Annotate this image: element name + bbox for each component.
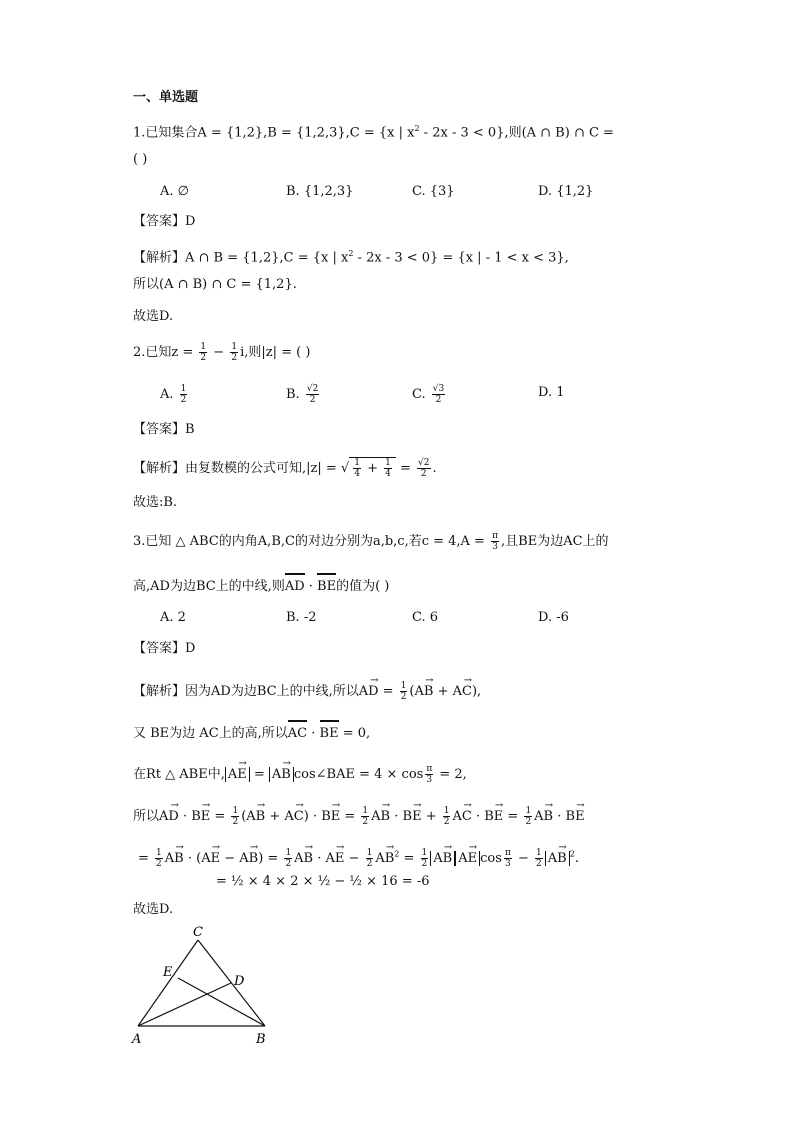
q1-analysis (133, 245, 569, 267)
side-ac (138, 940, 198, 1026)
q3-answer: 【答案】D (133, 641, 196, 656)
triangle-figure (128, 922, 278, 1047)
q1-option-c: C. {3} (412, 184, 455, 199)
q3-analysis-3a: 在Rt △ ABE中, (133, 767, 225, 782)
section-title: 一、单选题 (133, 90, 199, 105)
q3-stem-1a: 3.已知 △ ABC的内角A,B,C的对边分别为a,b,c,若c = 4,A = (133, 534, 490, 549)
q3-analysis-1a: 因为AD为边BC上的中线,所以 (185, 684, 359, 699)
q2-frac-half-i: $\frac{1}{2}$ (231, 342, 238, 363)
q3-analysis-3c: = 2, (435, 767, 467, 782)
label-e: E (163, 965, 173, 980)
q1-paren: ( ) (133, 152, 148, 167)
q1-analysis-label: 【解析】 (133, 250, 186, 266)
q3-analysis-3: 在Rt △ ABE中,→ AE = → AB cos∠BAE = 4 × cos $\frac{\pi}{3}$ = 2, (133, 759, 467, 785)
side-cb (198, 940, 265, 1026)
q2-option-b: B. $\frac{√2}{2}$ (286, 384, 319, 405)
label-c: C (193, 925, 203, 940)
q3-option-d: D. -6 (538, 610, 569, 625)
q3-stem-1: 3.已知 △ ABC的内角A,B,C的对边分别为a,b,c,若c = 4,A = $\frac{\pi}{3}$ ,且BE为边AC上的 (133, 531, 609, 552)
q2-option-b-label: B. (286, 387, 300, 402)
q1-stem-part-a: 1.已知集合A = {1,2},B = {1,2,3},C = {x | x (133, 125, 415, 141)
q2-conclusion: 故选:B. (133, 495, 178, 510)
q3-analysis-2a: 又 BE为边 AC上的高,所以 (133, 726, 288, 741)
q1-analysis-part-a: A ∩ B = {1,2},C = {x | x (185, 250, 349, 266)
q3-stem-2b: 的值为( ) (336, 579, 390, 594)
q2-option-a-label: A. (160, 387, 174, 402)
q2-analysis: 【解析】由复数模的公式可知,|z| = √ $\frac{1}{4}$ + $\frac{1}{4}$ = $\frac{√2}{2}$ . (133, 458, 437, 479)
q3-conclusion: 故选D. (133, 902, 174, 917)
q3-analysis-6: = ½ × 4 × 2 × ½ − ½ × 16 = -6 (216, 874, 430, 889)
q2-option-c-label: C. (412, 387, 426, 402)
q2-frac-half: $\frac{1}{2}$ (200, 342, 207, 363)
q1-stem-part-b: - 2x - 3 < 0},则(A ∩ B) ∩ C = (419, 125, 614, 141)
q1-analysis-exp: 2 (348, 249, 354, 258)
q2-stem-part-a: 2.已知z = (133, 345, 198, 360)
q3-analysis-3b: cos∠BAE = 4 × cos (293, 767, 424, 782)
q2-option-a: A. $\frac{1}{2}$ (160, 384, 187, 405)
label-d: D (234, 974, 245, 989)
q3-analysis-5: = $\frac{1}{2}$ → AB · (→ AE − → AB) = $\frac{1}{2}$ → AB · → AE − $\frac{1}{2}$ → $AB^2$ = $\frac{1}{2}$ → AB→ AE cos $\frac{\pi}{3}$ − $\frac{1}{2}$ → AB $^2$. (138, 843, 579, 869)
q2-option-d: D. 1 (538, 385, 565, 400)
q1-option-d: D. {1,2} (538, 184, 594, 199)
label-b: B (256, 1032, 266, 1047)
q3-stem-1b: ,且BE为边AC上的 (501, 534, 609, 549)
q1-conclusion: 故选D. (133, 309, 174, 324)
q1-exp: 2 (414, 124, 420, 133)
q1-option-a: A. ∅ (160, 184, 189, 199)
q1-analysis-2: 所以(A ∩ B) ∩ C = {1,2}. (133, 277, 297, 292)
label-a: A (132, 1032, 142, 1047)
q2-stem-part-b: ,则|z| = ( ) (244, 345, 311, 360)
q2-option-c: C. $\frac{√3}{2}$ (412, 384, 445, 405)
q3-analysis-4a: 所以 (133, 809, 160, 824)
q1-option-b: B. {1,2,3} (286, 184, 354, 199)
q2-analysis-label: 【解析】 (133, 461, 186, 476)
q3-analysis-5-end: . (574, 851, 579, 866)
q3-analysis-label: 【解析】 (133, 684, 186, 699)
q1-answer: 【答案】D (133, 214, 196, 229)
q2-answer: 【答案】B (133, 422, 195, 437)
q3-option-c: C. 6 (412, 610, 439, 625)
q3-option-a: A. 2 (160, 610, 186, 625)
q3-analysis-1: 【解析】因为AD为边BC上的中线,所以→ AD = $\frac{1}{2}$ (→ AB + → AC), (133, 676, 481, 702)
median-ad (138, 983, 231, 1026)
q3-analysis-2: 又 BE为边 AC上的高,所以AC · BE = 0, (133, 718, 370, 743)
q2-stem: 2.已知z = $\frac{1}{2}$ − $\frac{1}{2}$ i,则|z| = ( ) (133, 342, 311, 363)
q3-analysis-4: 所以→ AD · → BE = $\frac{1}{2}$ (→ AB + → AC) · → BE = $\frac{1}{2}$ → AB · → BE + $\frac{1}{2}$ → AC · → BE = $\frac{1}{2}$ → AB · → BE (133, 801, 585, 827)
q3-option-b: B. -2 (286, 610, 317, 625)
q1-stem (133, 120, 614, 142)
q3-stem-2a: 高,AD为边BC上的中线,则 (133, 579, 285, 594)
q1-analysis-part-b: - 2x - 3 < 0} = {x | - 1 < x < 3}, (353, 250, 569, 266)
q3-analysis-2b: = 0, (338, 726, 371, 741)
q3-stem-2: 高,AD为边BC上的中线,则AD · BE的值为( ) (133, 571, 389, 596)
q2-analysis-text: 由复数模的公式可知,|z| = (185, 461, 341, 476)
